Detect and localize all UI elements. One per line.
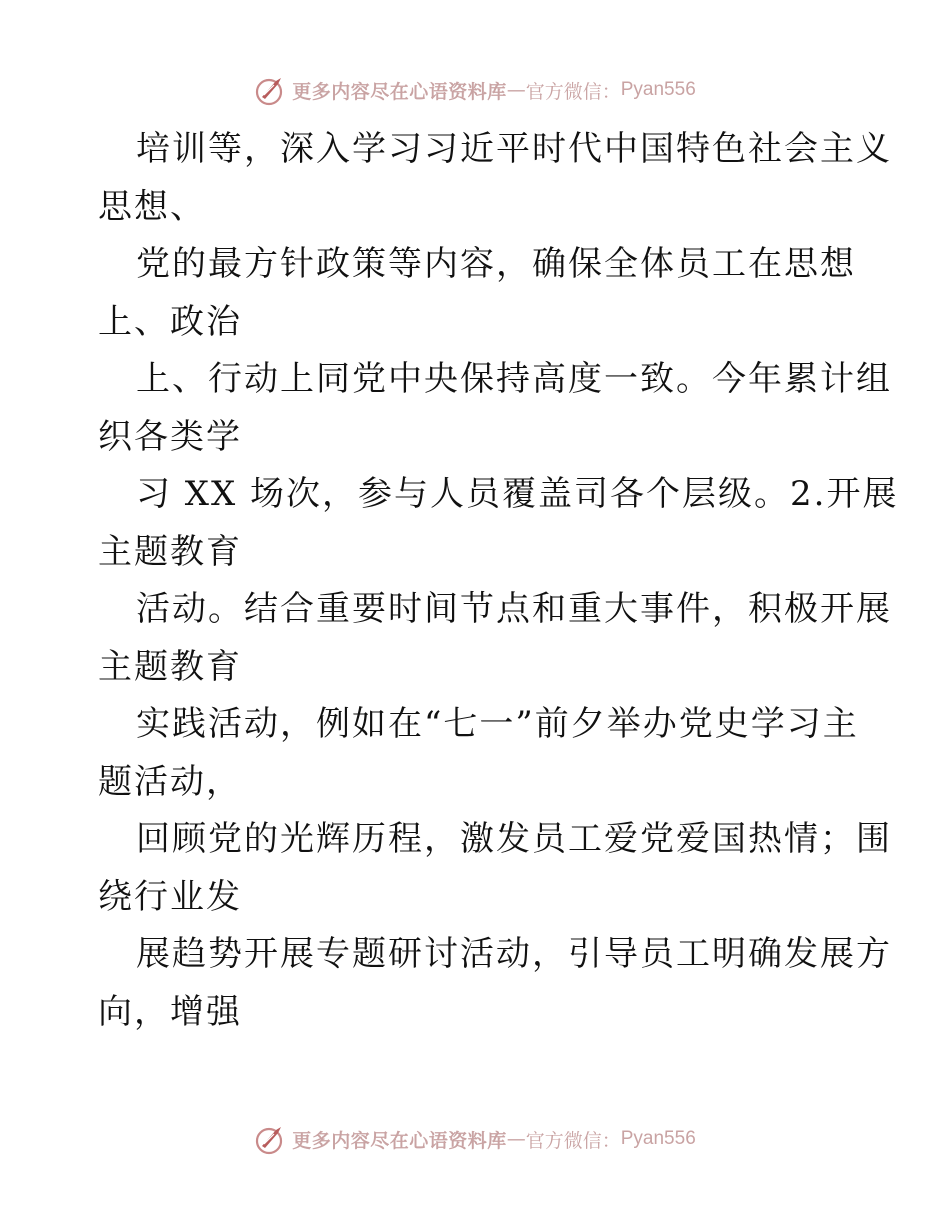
text-line: 实践活动，例如在“七一”前夕举办党史学习主 (136, 704, 859, 744)
text-line: 主题教育 (98, 646, 242, 687)
watermark-wechat-id: Pyan556 (620, 79, 696, 100)
text-line: 思想、 (98, 186, 206, 227)
text-line: 培训等，深入学习习近平时代中国特色社会主义 (136, 129, 892, 169)
header-watermark (0, 70, 950, 110)
watermark-dash: — (506, 1128, 526, 1150)
body-text (98, 121, 899, 1041)
footer-watermark (0, 1119, 950, 1159)
text-line: 题活动， (98, 761, 242, 802)
text-line: 活动。结合重要时间节点和重大事件，积极开展 (136, 589, 892, 629)
text-line: 上、行动上同党中央保持高度一致。今年累计组 (136, 359, 892, 399)
text-line: 回顾党的光辉历程，激发员工爱党爱国热情；围 (136, 819, 892, 859)
watermark-site-text: 更多内容尽在心语资料库 (292, 1129, 507, 1152)
text-line: 展趋势开展专题研讨活动，引导员工明确发展方 (136, 934, 892, 974)
watermark-site-text: 更多内容尽在心语资料库 (292, 80, 507, 103)
text-line: 习 XX 场次，参与人员覆盖司各个层级。2.开展 (136, 474, 899, 514)
text-line: 主题教育 (98, 531, 242, 572)
text-line: 织各类学 (98, 416, 242, 457)
text-line: 向，增强 (98, 991, 242, 1032)
watermark-wechat-label: 官方微信： (525, 1129, 621, 1152)
watermark-wechat-id: Pyan556 (620, 1128, 696, 1149)
text-line: 上、政治 (98, 301, 242, 342)
quill-circle-icon (254, 73, 288, 107)
text-line: 绕行业发 (98, 876, 242, 917)
quill-circle-icon (254, 1122, 288, 1156)
watermark-dash: — (506, 79, 526, 101)
text-line: 党的最方针政策等内容，确保全体员工在思想 (136, 244, 856, 284)
watermark-wechat-label: 官方微信： (525, 80, 621, 103)
